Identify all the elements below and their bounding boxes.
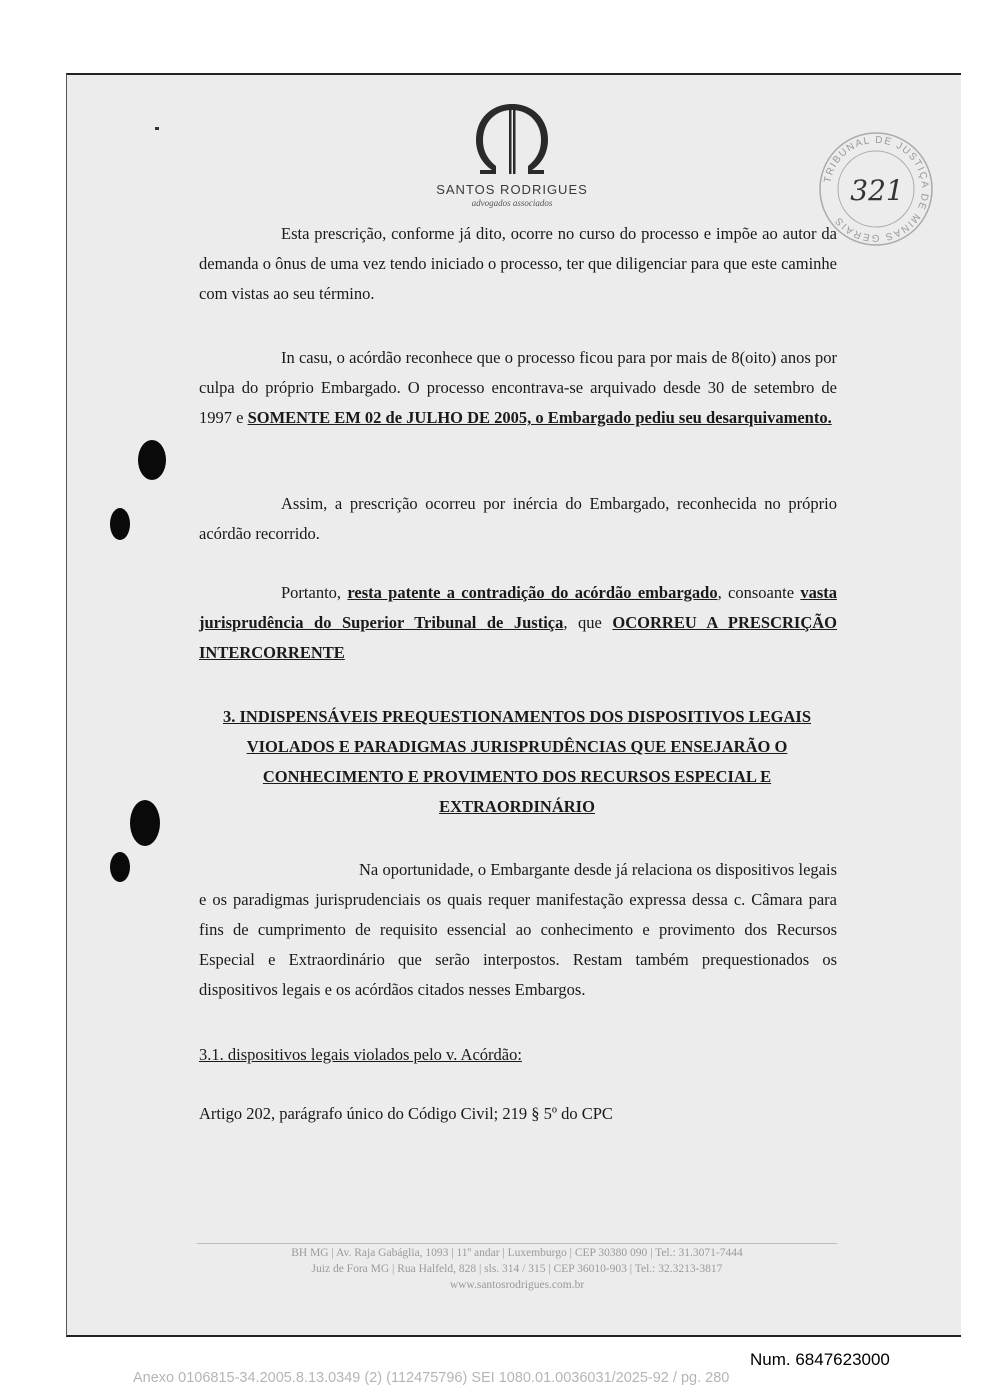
paragraph-2-text: In casu, o acórdão reconhece que o processo ficou para por mais de 8(oito) anos por culpa do próprio Embargado. O processo encontrava-se arquivado desde 30 de setembro de 1997 e (199, 348, 837, 427)
paragraph-4-emphasis-c: OCORREU A PRESCRIÇÃO INTERCORRENTE (199, 613, 837, 662)
paragraph-1: Esta prescrição, conforme já dito, ocorre no curso do processo e impõe ao autor da demanda o ônus de uma vez tendo iniciado o processo, ter que diligenciar para que este caminhe com vistas ao seu término. (199, 224, 837, 303)
section-heading: 3. INDISPENSÁVEIS PREQUESTIONAMENTOS DOS DISPOSITIVOS LEGAIS VIOLADOS E PARADIGMAS JURISPRUDÊNCIAS QUE ENSEJARÃO O CONHECIMENTO E PROVIMENTO DOS RECURSOS ESPECIAL E EXTRAORDINÁRIO (222, 707, 812, 816)
footer-line-1: BH MG | Av. Raja Gabáglia, 1093 | 11º andar | Luxemburgo | CEP 30380 090 | Tel.: 31.3071-7444 (291, 1247, 743, 1259)
firm-name: SANTOS RODRIGUES (436, 182, 588, 197)
paragraph-2-emphasis: SOMENTE EM 02 de JULHO DE 2005, o Embargado pediu seu desarquivamento. (247, 408, 832, 427)
scan-speck (155, 127, 159, 130)
footer (197, 1245, 837, 1293)
paragraph-2 (199, 343, 837, 433)
punch-hole (138, 440, 166, 480)
document-number: Num. 6847623000 (750, 1350, 890, 1369)
paragraph-4-emphasis-b: vasta jurisprudência do Superior Tribunal de Justiça (199, 583, 837, 632)
punch-hole (130, 800, 160, 846)
subsection-heading: 3.1. dispositivos legais violados pelo v. Acórdão: (199, 1045, 522, 1064)
paragraph-4 (199, 578, 837, 668)
paragraph-5: Na oportunidade, o Embargante desde já relaciona os dispositivos legais e os paradigmas jurisprudenciais os quais requer manifestação expressa dessa c. Câmara para fins de cumprimento de requisito essencial ao conhecimento e provimento dos Recursos Especial e Extraordinário que serão interpostos. Restam também prequestionados os dispositivos legais e os acórdãos citados nesses Embargos. (199, 860, 837, 999)
firm-logo (417, 100, 607, 208)
footer-line-3: www.santosrodrigues.com.br (449, 1279, 585, 1291)
scanned-page (66, 73, 961, 1337)
stamp-ring-text: TRIBUNAL DE JUSTIÇA DE MINAS GERAIS (822, 134, 931, 244)
punch-hole (110, 508, 130, 540)
paragraph-3: Assim, a prescrição ocorreu por inércia do Embargado, reconhecida no próprio acórdão recorrido. (199, 494, 837, 543)
footer-line-2: Juiz de Fora MG | Rua Halfeld, 828 | sls. 314 / 315 | CEP 36010-903 | Tel.: 32.3213-3817 (311, 1263, 723, 1275)
omega-logo-icon (472, 100, 552, 182)
paragraph-4-emphasis-a: resta patente a contradição do acórdão embargado (347, 583, 718, 602)
punch-hole (110, 852, 130, 882)
footer-divider (197, 1243, 837, 1244)
annex-reference: Anexo 0106815-34.2005.8.13.0349 (2) (112475796) SEI 1080.01.0036031/2025-92 / pg. 280 (133, 1370, 730, 1386)
paragraph-4-text-a: Portanto, (281, 583, 348, 602)
paragraph-4-text-b: , consoante (717, 583, 801, 602)
paragraph-4-text-c: , que (563, 613, 613, 632)
stamp-page-number: 321 (850, 174, 904, 207)
firm-subtitle: advogados associados (471, 198, 553, 208)
paragraph-6: Artigo 202, parágrafo único do Código Civil; 219 § 5º do CPC (199, 1104, 613, 1123)
